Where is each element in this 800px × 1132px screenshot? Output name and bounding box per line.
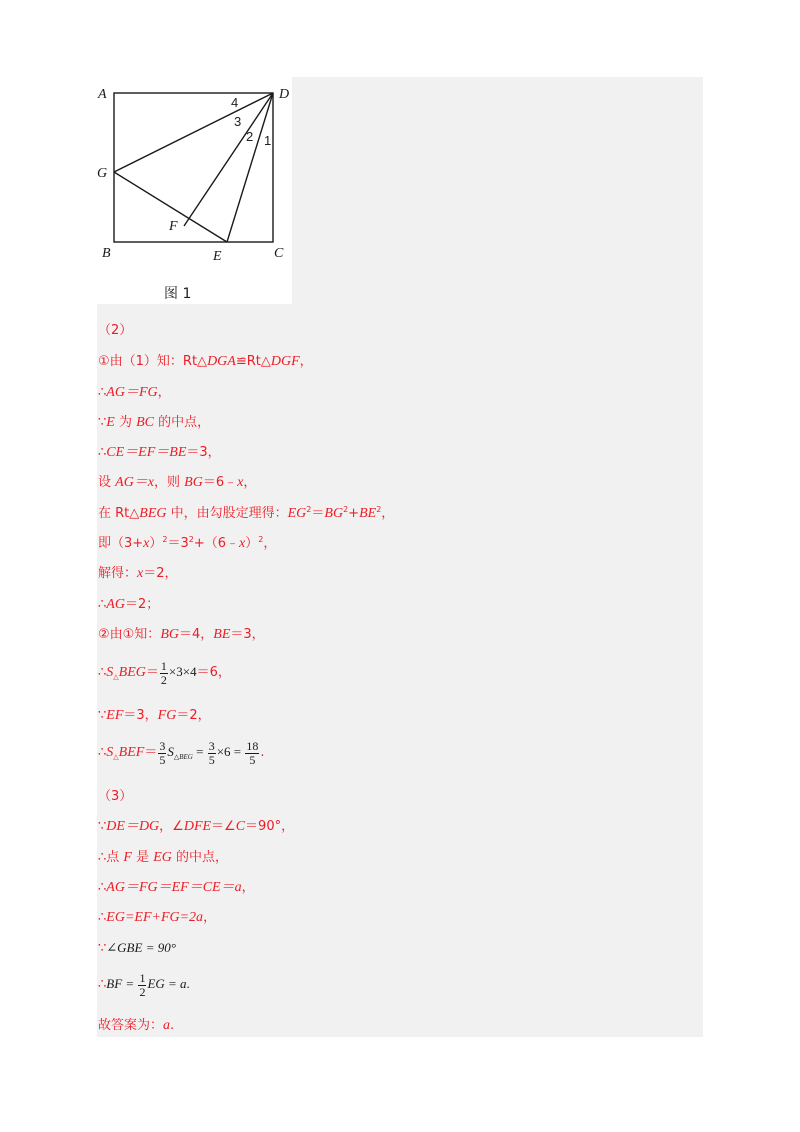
math: BF = (106, 976, 135, 991)
text: ≌Rt△ (235, 354, 271, 369)
text: 是 (131, 850, 154, 865)
text: ＝3， (230, 627, 265, 642)
point-g: G (97, 166, 108, 181)
math: DGF (270, 354, 300, 369)
text: + (348, 506, 360, 521)
math: BE (213, 627, 231, 642)
math: C (235, 819, 246, 834)
text: 解得： (98, 566, 138, 581)
exponent: 2 (343, 505, 349, 514)
part3-header: （3） (98, 789, 133, 804)
text: ∴ (98, 745, 107, 760)
fraction (160, 660, 168, 687)
text: ＝3， (123, 708, 158, 723)
denominator: 5 (159, 752, 166, 767)
math: a (163, 1018, 171, 1033)
text: +（6﹣ (193, 536, 240, 551)
text: ，则 (154, 475, 185, 490)
solution-line (98, 737, 265, 772)
math: AG＝FG (106, 385, 158, 400)
text: ∵ (98, 819, 107, 834)
fraction (245, 740, 259, 767)
math: F (123, 850, 132, 865)
text: 即（3+ (98, 536, 144, 551)
point-f: F (169, 219, 178, 234)
math: EG=EF+FG=2a (106, 910, 204, 925)
formula (157, 738, 260, 767)
part2-header: （2） (98, 323, 133, 338)
solution-line (98, 536, 276, 552)
math: BG (324, 506, 344, 521)
text: ＝6﹣ (202, 475, 238, 490)
numerator: 3 (208, 738, 215, 753)
math: x (137, 566, 144, 581)
solution-line (98, 657, 231, 692)
text: ， (263, 536, 277, 551)
subscript: △ (113, 673, 119, 681)
text: 中，由勾股定理得： (166, 506, 288, 521)
math: AG＝FG＝EF＝CE＝a (106, 880, 242, 895)
text: ＝ (144, 745, 158, 760)
text: ＝2， (143, 566, 178, 581)
denominator: 2 (160, 672, 167, 687)
fraction (138, 972, 146, 999)
text: ， (157, 385, 171, 400)
text: 为 (114, 415, 137, 430)
text: ∴ (98, 880, 107, 895)
solution-line (98, 475, 256, 491)
formula (106, 970, 187, 999)
text: ， (243, 475, 257, 490)
solution-line (98, 910, 216, 926)
text: 设 (98, 475, 116, 490)
square-abcd (114, 93, 273, 242)
point-b: B (102, 246, 111, 261)
math: BEF (118, 745, 145, 760)
text: ＝ (311, 506, 325, 521)
text: ，∠ (159, 819, 184, 834)
solution-line (98, 415, 210, 431)
fraction (158, 740, 166, 767)
denominator: 5 (249, 752, 256, 767)
denominator: 2 (139, 984, 146, 999)
solution-line (98, 819, 294, 835)
math: BEG (139, 506, 167, 521)
math: EG (153, 850, 172, 865)
solution-line (98, 566, 178, 582)
text: ， (381, 506, 395, 521)
math: S (106, 665, 114, 680)
solution-line (98, 969, 190, 1000)
numerator: 18 (246, 738, 259, 753)
solution-line (98, 506, 394, 522)
solution-line (98, 597, 159, 613)
square-diagram (97, 77, 292, 304)
point-d: D (279, 87, 290, 102)
text: . (186, 976, 190, 991)
math: ∠GBE = 90° (106, 940, 176, 955)
text: ×3×4 (168, 664, 197, 679)
solution-line (98, 385, 171, 401)
math: EG = a (147, 976, 187, 991)
text: . (170, 1018, 175, 1033)
angle-3: 3 (234, 114, 242, 129)
solution-line (98, 880, 255, 896)
subscript: △BEG (173, 753, 193, 761)
fraction (208, 740, 216, 767)
math: S (106, 745, 114, 760)
subscript: △ (113, 753, 119, 761)
solution-line (98, 627, 265, 643)
text: 的中点， (171, 850, 229, 865)
text: ， (203, 910, 217, 925)
point-a: A (98, 87, 107, 102)
text: ∴ (98, 597, 107, 612)
math: x (237, 475, 244, 490)
math: EF (106, 708, 124, 723)
text: ， (241, 880, 255, 895)
solution-line (98, 1018, 174, 1034)
text: ， (299, 354, 313, 369)
formula (106, 940, 176, 955)
text: ） (149, 536, 163, 551)
math: BG (184, 475, 203, 490)
text: ∴ (98, 445, 107, 460)
numerator: 1 (139, 970, 146, 985)
geometry-figure (97, 77, 292, 304)
text: ∴ (98, 385, 107, 400)
solution-line (98, 708, 211, 724)
angle-2: 2 (246, 129, 254, 144)
text: ＝2， (176, 708, 211, 723)
text: = (196, 744, 204, 759)
point-c: C (274, 246, 284, 261)
exponent: 2 (258, 535, 264, 544)
math: DGA (207, 354, 236, 369)
text: ＝ (145, 665, 159, 680)
math: EG (287, 506, 307, 521)
text: 在 Rt△ (98, 506, 140, 521)
text: ×6 = (216, 744, 242, 759)
text: 故答案为： (98, 1018, 164, 1033)
denominator: 5 (208, 752, 215, 767)
text: ＝3 (167, 536, 189, 551)
exponent: 2 (376, 505, 382, 514)
exponent: 2 (306, 505, 312, 514)
text: ＝3， (186, 445, 221, 460)
solution-line (98, 445, 221, 461)
solution-line (98, 940, 176, 957)
point-e: E (213, 249, 222, 264)
figure-caption: 图 1 (164, 286, 192, 302)
math: AG (106, 597, 125, 612)
math: BE (359, 506, 377, 521)
math: BG (160, 627, 179, 642)
text: ∴点 (98, 850, 124, 865)
text: ∴ (98, 977, 107, 992)
numerator: 3 (159, 738, 166, 753)
exponent: 2 (188, 535, 194, 544)
text: . (260, 745, 265, 760)
solution-line (98, 850, 228, 866)
math: E (106, 415, 115, 430)
text: ②由①知： (98, 627, 161, 642)
text: ） (245, 536, 259, 551)
solution-line (98, 354, 313, 370)
text: ＝2； (124, 597, 160, 612)
segment-df (184, 93, 273, 226)
text: ①由（1）知：Rt△ (98, 354, 208, 369)
text: ∴ (98, 910, 107, 925)
text: ∵ (98, 708, 107, 723)
math: AG＝x (115, 475, 155, 490)
math: BC (136, 415, 154, 430)
math: DFE (183, 819, 212, 834)
math: x (239, 536, 246, 551)
text: ∵ (98, 415, 107, 430)
text: ＝6， (196, 665, 231, 680)
text: ＝∠ (211, 819, 236, 834)
numerator: 1 (160, 658, 167, 673)
angle-1: 1 (264, 133, 272, 148)
math: BEG (118, 665, 146, 680)
math: CE＝EF＝BE (106, 445, 187, 460)
math: x (143, 536, 150, 551)
formula (159, 658, 197, 687)
math: FG (157, 708, 177, 723)
angle-4: 4 (231, 95, 239, 110)
text: ∵ (98, 941, 107, 956)
exponent: 2 (162, 535, 168, 544)
text: ＝90°， (245, 819, 295, 834)
text: ∴ (98, 665, 107, 680)
math: DE＝DG (106, 819, 160, 834)
math: S (167, 744, 174, 759)
text: ＝4， (178, 627, 214, 642)
text: 的中点， (154, 415, 211, 430)
